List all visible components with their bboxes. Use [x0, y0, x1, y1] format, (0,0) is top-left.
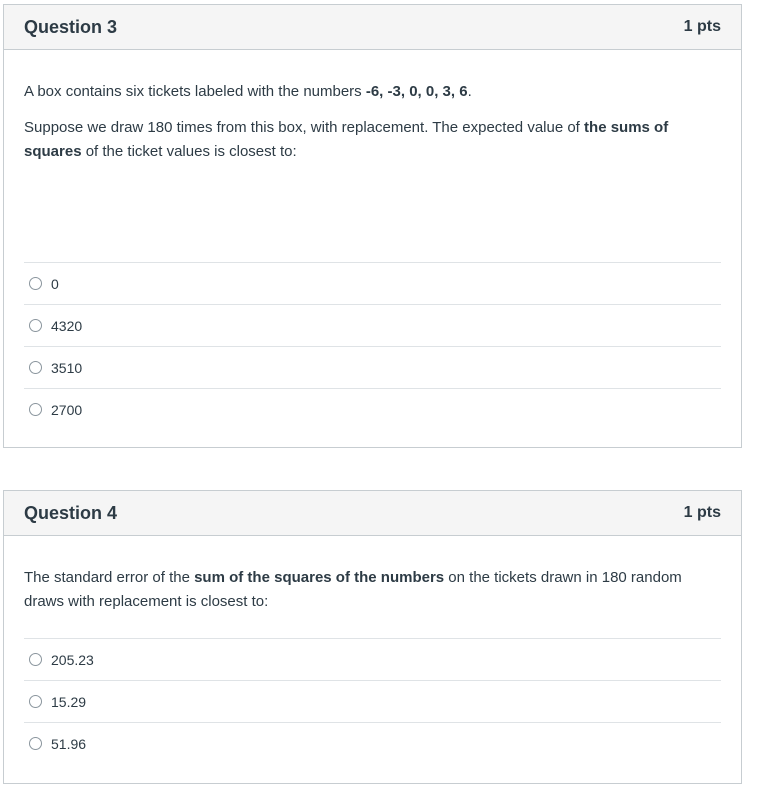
radio-button[interactable] — [29, 319, 42, 332]
radio-button[interactable] — [29, 277, 42, 290]
question-prompt — [24, 116, 721, 164]
answer-option[interactable] — [24, 723, 721, 764]
answer-list — [24, 638, 721, 764]
question-header — [4, 5, 741, 50]
question-title: Question 4 — [24, 502, 118, 523]
intro-text: A box contains six tickets labeled with the numbers — [24, 83, 366, 100]
answer-label: 51.96 — [51, 735, 87, 752]
answer-option[interactable] — [24, 639, 721, 681]
radio-button[interactable] — [29, 653, 42, 666]
answer-label: 3510 — [51, 359, 83, 376]
question-title: Question 3 — [24, 16, 118, 37]
question-points: 1 pts — [683, 18, 721, 35]
question-points: 1 pts — [683, 504, 721, 521]
radio-button[interactable] — [29, 403, 42, 416]
question-4-card — [3, 490, 742, 784]
answer-label: 0 — [51, 275, 59, 292]
prompt-bold: the sums of squares — [24, 119, 669, 160]
question-3-card — [3, 4, 742, 448]
answer-option[interactable] — [24, 347, 721, 389]
answer-option[interactable] — [24, 389, 721, 430]
answer-option[interactable] — [24, 681, 721, 723]
radio-button[interactable] — [29, 737, 42, 750]
answer-label: 4320 — [51, 317, 83, 334]
answer-option[interactable] — [24, 305, 721, 347]
question-intro — [24, 80, 721, 104]
answer-option[interactable] — [24, 263, 721, 305]
answer-list — [24, 262, 721, 430]
prompt-pre: Suppose we draw 180 times from this box, with replacement. The expected value of — [24, 119, 585, 136]
prompt-pre: The standard error of the — [24, 569, 195, 586]
answer-label: 15.29 — [51, 693, 87, 710]
prompt-post: on the tickets drawn in 180 random draws with replacement is closest to: — [24, 569, 682, 610]
radio-button[interactable] — [29, 361, 42, 374]
question-prompt — [24, 566, 721, 614]
answer-label: 2700 — [51, 401, 83, 418]
radio-button[interactable] — [29, 695, 42, 708]
question-text — [24, 80, 721, 164]
answer-label: 205.23 — [51, 651, 94, 668]
prompt-bold: sum of the squares of the numbers — [194, 569, 445, 586]
question-header — [4, 491, 741, 536]
intro-end: . — [467, 83, 472, 100]
intro-bold: -6, -3, 0, 0, 3, 6 — [365, 83, 468, 100]
question-text — [24, 566, 721, 614]
prompt-post: of the ticket values is closest to: — [81, 143, 297, 160]
